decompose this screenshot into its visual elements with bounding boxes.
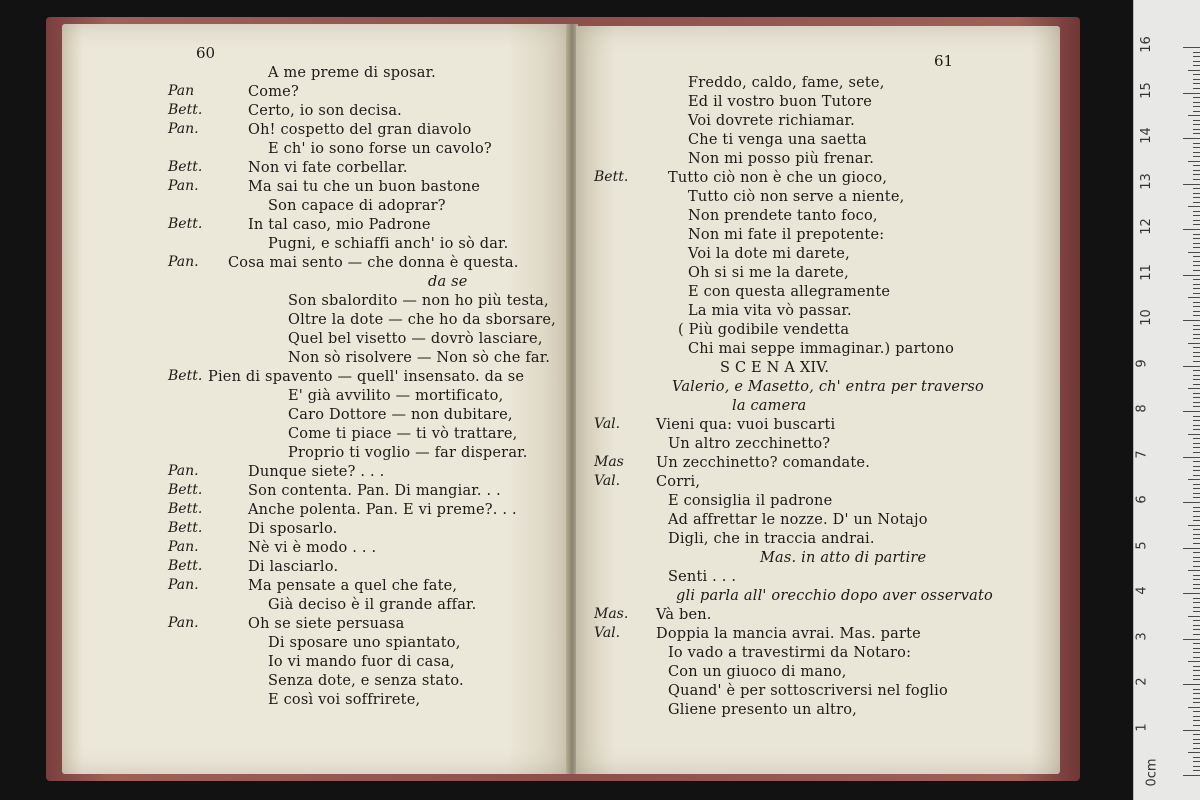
ruler-tick — [1193, 766, 1200, 767]
text-line: Senti . . . — [668, 569, 737, 585]
ruler-tick — [1193, 702, 1200, 703]
text-line: Come ti piace — ti vò trattare, — [288, 426, 518, 442]
ruler-tick — [1193, 507, 1200, 508]
text-line: Mas. in atto di partire — [760, 550, 927, 566]
text-line: Di lasciarlo. — [248, 559, 339, 575]
ruler-tick — [1193, 739, 1200, 740]
text-line: In tal caso, mio Padrone — [248, 217, 431, 233]
ruler-tick — [1183, 93, 1200, 94]
text-line: Anche polenta. Pan. E vi preme?. . . — [248, 502, 517, 518]
ruler-tick — [1193, 620, 1200, 621]
speaker-label: Bett. — [168, 520, 203, 536]
ruler-tick — [1193, 52, 1200, 53]
text-line: La mia vita vò passar. — [688, 303, 852, 319]
text-line: Oh se siete persuasa — [248, 616, 405, 632]
ruler-tick — [1193, 516, 1200, 517]
text-line: E consiglia il padrone — [668, 493, 833, 509]
ruler-tick — [1193, 757, 1200, 758]
ruler-number: 3 — [1134, 631, 1150, 641]
ruler-tick — [1188, 570, 1200, 571]
ruler-tick — [1183, 684, 1200, 685]
text-line: Tutto ciò non è che un gioco, — [668, 170, 888, 186]
text-line: Come? — [248, 84, 299, 100]
text-line: E' già avvilito — mortificato, — [288, 388, 504, 404]
text-line: Pugni, e schiaffi anch' io sò dar. — [268, 236, 509, 252]
ruler-tick — [1193, 520, 1200, 521]
ruler-tick — [1193, 156, 1200, 157]
ruler-number: 6 — [1134, 495, 1150, 504]
ruler-tick — [1183, 47, 1200, 48]
ruler-tick — [1193, 679, 1200, 680]
text-line: Chi mai seppe immaginar.) partono — [688, 341, 955, 357]
ruler-tick — [1193, 611, 1200, 612]
text-line: A me preme di sposar. — [268, 65, 436, 81]
text-line: Ma pensate a quel che fate, — [248, 578, 458, 594]
ruler-tick — [1193, 443, 1200, 444]
ruler-tick — [1193, 234, 1200, 235]
measurement-ruler — [1133, 0, 1200, 800]
ruler-number: 7 — [1134, 449, 1150, 459]
ruler-tick — [1193, 129, 1200, 130]
ruler-tick — [1193, 120, 1200, 121]
ruler-number: 11 — [1138, 263, 1154, 281]
text-line: Oltre la dote — che ho da sborsare, — [288, 312, 556, 328]
ruler-tick — [1183, 411, 1200, 412]
text-line: Che ti venga una saetta — [688, 132, 867, 148]
ruler-tick — [1193, 689, 1200, 690]
text-line: E con questa allegramente — [688, 284, 891, 300]
ruler-tick — [1188, 252, 1200, 253]
ruler-tick — [1183, 229, 1200, 230]
text-line: Caro Dottore — non dubitare, — [288, 407, 513, 423]
ruler-tick — [1193, 402, 1200, 403]
ruler-tick — [1193, 329, 1200, 330]
speaker-label: Bett. — [168, 368, 203, 384]
ruler-number: 4 — [1134, 586, 1150, 595]
speaker-label: Pan. — [168, 178, 199, 194]
ruler-tick — [1193, 447, 1200, 448]
ruler-tick — [1193, 693, 1200, 694]
text-line: Quel bel visetto — dovrò lasciare, — [288, 331, 543, 347]
ruler-tick — [1188, 115, 1200, 116]
speaker-label: Bett. — [168, 216, 203, 232]
ruler-tick — [1193, 147, 1200, 148]
ruler-tick — [1193, 165, 1200, 166]
text-line: Non sò risolvere — Non sò che far. — [288, 350, 551, 366]
text-line: Freddo, caldo, fame, sete, — [688, 75, 885, 91]
ruler-tick — [1183, 548, 1200, 549]
ruler-tick — [1183, 639, 1200, 640]
ruler-tick — [1193, 470, 1200, 471]
ruler-tick — [1193, 538, 1200, 539]
text-line: Gliene presento un altro, — [668, 702, 857, 718]
speaker-label: Val. — [594, 416, 621, 432]
ruler-tick — [1193, 488, 1200, 489]
text-line: Valerio, e Masetto, ch' entra per traverso — [672, 379, 984, 395]
ruler-tick — [1193, 256, 1200, 257]
ruler-tick — [1193, 384, 1200, 385]
ruler-tick — [1188, 206, 1200, 207]
ruler-tick — [1193, 215, 1200, 216]
ruler-tick — [1193, 670, 1200, 671]
ruler-tick — [1193, 170, 1200, 171]
ruler-tick — [1193, 666, 1200, 667]
speaker-label: Mas. — [594, 606, 629, 622]
speaker-label: Bett. — [168, 102, 203, 118]
text-line: Non mi fate il prepotente: — [688, 227, 885, 243]
right-page — [576, 26, 1060, 774]
ruler-tick — [1188, 70, 1200, 71]
ruler-tick — [1188, 388, 1200, 389]
ruler-tick — [1193, 493, 1200, 494]
ruler-tick — [1193, 338, 1200, 339]
ruler-tick — [1193, 302, 1200, 303]
ruler-tick — [1193, 124, 1200, 125]
speaker-label: Pan. — [168, 254, 199, 270]
text-line: Digli, che in traccia andrai. — [668, 531, 875, 547]
speaker-label: Bett. — [594, 169, 629, 185]
ruler-tick — [1193, 224, 1200, 225]
ruler-tick — [1193, 356, 1200, 357]
ruler-tick — [1193, 452, 1200, 453]
ruler-tick — [1193, 643, 1200, 644]
ruler-tick — [1193, 143, 1200, 144]
ruler-tick — [1183, 275, 1200, 276]
ruler-tick — [1193, 625, 1200, 626]
text-line: Un altro zecchinetto? — [668, 436, 831, 452]
ruler-tick — [1188, 479, 1200, 480]
ruler-tick — [1193, 202, 1200, 203]
text-line: Certo, io son decisa. — [248, 103, 402, 119]
ruler-number: 16 — [1138, 36, 1154, 53]
ruler-tick — [1183, 366, 1200, 367]
ruler-tick — [1193, 543, 1200, 544]
ruler-tick — [1193, 607, 1200, 608]
ruler-tick — [1188, 707, 1200, 708]
ruler-tick — [1193, 748, 1200, 749]
ruler-tick — [1188, 297, 1200, 298]
ruler-number: 12 — [1138, 218, 1154, 235]
ruler-tick — [1193, 648, 1200, 649]
text-line: Tutto ciò non serve a niente, — [688, 189, 905, 205]
speaker-label: Pan. — [168, 463, 199, 479]
ruler-tick — [1193, 74, 1200, 75]
ruler-tick — [1193, 511, 1200, 512]
ruler-tick — [1183, 775, 1200, 776]
ruler-tick — [1193, 588, 1200, 589]
ruler-tick — [1193, 566, 1200, 567]
ruler-tick — [1193, 179, 1200, 180]
ruler-tick — [1193, 429, 1200, 430]
text-line: Non vi fate corbellar. — [248, 160, 408, 176]
ruler-tick — [1193, 711, 1200, 712]
text-line: Corri, — [656, 474, 701, 490]
ruler-tick — [1193, 634, 1200, 635]
ruler-tick — [1188, 343, 1200, 344]
ruler-tick — [1193, 243, 1200, 244]
ruler-tick — [1193, 406, 1200, 407]
ruler-tick — [1193, 761, 1200, 762]
text-line: Son contenta. Pan. Di mangiar. . . — [248, 483, 501, 499]
ruler-number: 10 — [1138, 309, 1154, 326]
ruler-tick — [1183, 593, 1200, 594]
ruler-tick — [1183, 320, 1200, 321]
ruler-tick — [1193, 152, 1200, 153]
ruler-number: 8 — [1134, 404, 1150, 413]
ruler-tick — [1193, 306, 1200, 307]
ruler-tick — [1193, 420, 1200, 421]
ruler-tick — [1193, 352, 1200, 353]
ruler-tick — [1188, 752, 1200, 753]
ruler-tick — [1193, 238, 1200, 239]
ruler-tick — [1193, 598, 1200, 599]
ruler-number: 2 — [1134, 677, 1150, 686]
page-number-left: 60 — [196, 44, 216, 62]
speaker-label: Pan. — [168, 121, 199, 137]
ruler-tick — [1193, 425, 1200, 426]
ruler-tick — [1193, 288, 1200, 289]
ruler-tick — [1193, 56, 1200, 57]
page-number-right: 61 — [934, 52, 954, 70]
ruler-tick — [1183, 457, 1200, 458]
text-line: Vieni qua: vuoi buscarti — [656, 417, 836, 433]
text-line: Proprio ti voglio — far disperar. — [288, 445, 528, 461]
text-line: da se — [428, 274, 468, 290]
ruler-number: 13 — [1138, 172, 1154, 190]
ruler-tick — [1183, 730, 1200, 731]
ruler-number: 14 — [1138, 127, 1154, 144]
ruler-tick — [1193, 561, 1200, 562]
ruler-tick — [1193, 698, 1200, 699]
ruler-tick — [1193, 261, 1200, 262]
text-line: ( Più godibile vendetta — [678, 322, 850, 338]
text-line: Voi la dote mi darete, — [688, 246, 850, 262]
text-line: Quand' è per sottoscriversi nel foglio — [668, 683, 948, 699]
ruler-tick — [1193, 770, 1200, 771]
ruler-tick — [1193, 552, 1200, 553]
ruler-tick — [1188, 525, 1200, 526]
ruler-tick — [1193, 315, 1200, 316]
ruler-tick — [1193, 734, 1200, 735]
ruler-tick — [1188, 616, 1200, 617]
ruler-number: 5 — [1134, 540, 1150, 550]
speaker-label: Pan — [168, 83, 195, 99]
ruler-tick — [1193, 675, 1200, 676]
ruler-tick — [1193, 284, 1200, 285]
speaker-label: Pan. — [168, 577, 199, 593]
ruler-tick — [1193, 393, 1200, 394]
ruler-tick — [1193, 193, 1200, 194]
text-line: Oh si si me la darete, — [688, 265, 849, 281]
text-line: Già deciso è il grande affar. — [268, 597, 477, 613]
ruler-tick — [1193, 347, 1200, 348]
ruler-tick — [1193, 311, 1200, 312]
ruler-tick — [1183, 502, 1200, 503]
speaker-label: Pan. — [168, 615, 199, 631]
ruler-tick — [1193, 466, 1200, 467]
ruler-tick — [1193, 716, 1200, 717]
speaker-label: Val. — [594, 473, 621, 489]
ruler-tick — [1193, 557, 1200, 558]
ruler-tick — [1193, 416, 1200, 417]
ruler-tick — [1193, 370, 1200, 371]
ruler-tick — [1193, 220, 1200, 221]
ruler-tick — [1193, 652, 1200, 653]
speaker-label: Bett. — [168, 482, 203, 498]
ruler-tick — [1193, 188, 1200, 189]
ruler-tick — [1193, 279, 1200, 280]
left-page — [62, 24, 568, 774]
text-line: S C E N A XIV. — [720, 360, 830, 376]
ruler-tick — [1193, 629, 1200, 630]
ruler-tick — [1193, 211, 1200, 212]
text-line: Cosa mai sento — che donna è questa. — [228, 255, 519, 271]
text-line: Non mi posso più frenar. — [688, 151, 875, 167]
ruler-tick — [1193, 475, 1200, 476]
text-line: Voi dovrete richiamar. — [688, 113, 855, 129]
speaker-label: Mas — [594, 454, 624, 470]
ruler-tick — [1188, 434, 1200, 435]
speaker-label: Val. — [594, 625, 621, 641]
ruler-tick — [1193, 575, 1200, 576]
text-line: Oh! cospetto del gran diavolo — [248, 122, 472, 138]
ruler-tick — [1188, 661, 1200, 662]
text-line: Io vado a travestirmi da Notaro: — [668, 645, 912, 661]
ruler-tick — [1193, 334, 1200, 335]
text-line: Ma sai tu che un buon bastone — [248, 179, 481, 195]
ruler-tick — [1193, 270, 1200, 271]
ruler-tick — [1193, 83, 1200, 84]
text-line: Senza dote, e senza stato. — [268, 673, 464, 689]
text-line: Nè vi è modo . . . — [248, 540, 377, 556]
text-line: Và ben. — [656, 607, 712, 623]
ruler-tick — [1183, 184, 1200, 185]
speaker-label: Bett. — [168, 558, 203, 574]
text-line: Di sposarlo. — [248, 521, 338, 537]
ruler-tick — [1193, 174, 1200, 175]
ruler-tick — [1193, 579, 1200, 580]
ruler-tick — [1193, 484, 1200, 485]
ruler-tick — [1193, 720, 1200, 721]
ruler-number: 9 — [1134, 358, 1150, 368]
ruler-tick — [1193, 265, 1200, 266]
ruler-tick — [1188, 161, 1200, 162]
ruler-tick — [1193, 602, 1200, 603]
text-line: E così voi soffrirete, — [268, 692, 421, 708]
text-line: Ed il vostro buon Tutore — [688, 94, 872, 110]
ruler-tick — [1193, 111, 1200, 112]
text-line: Son sbalordito — non ho più testa, — [288, 293, 549, 309]
ruler-tick — [1193, 102, 1200, 103]
ruler-tick — [1193, 106, 1200, 107]
ruler-tick — [1193, 534, 1200, 535]
ruler-tick — [1193, 497, 1200, 498]
ruler-number: 0cm — [1144, 758, 1160, 787]
ruler-tick — [1193, 379, 1200, 380]
ruler-tick — [1193, 65, 1200, 66]
text-line: gli parla all' orecchio dopo aver osservato — [676, 588, 993, 604]
ruler-tick — [1193, 325, 1200, 326]
text-line: Io vi mando fuor di casa, — [268, 654, 455, 670]
ruler-tick — [1193, 375, 1200, 376]
ruler-tick — [1193, 97, 1200, 98]
ruler-tick — [1193, 79, 1200, 80]
ruler-tick — [1193, 461, 1200, 462]
speaker-label: Bett. — [168, 501, 203, 517]
ruler-tick — [1193, 197, 1200, 198]
ruler-tick — [1193, 361, 1200, 362]
ruler-tick — [1193, 133, 1200, 134]
ruler-tick — [1193, 438, 1200, 439]
text-line: Un zecchinetto? comandate. — [656, 455, 871, 471]
text-line: Con un giuoco di mano, — [668, 664, 847, 680]
ruler-tick — [1193, 61, 1200, 62]
ruler-tick — [1193, 529, 1200, 530]
ruler-tick — [1193, 88, 1200, 89]
ruler-tick — [1193, 247, 1200, 248]
text-line: Dunque siete? . . . — [248, 464, 385, 480]
ruler-tick — [1193, 293, 1200, 294]
text-line: Di sposare uno spiantato, — [268, 635, 461, 651]
ruler-tick — [1193, 397, 1200, 398]
speaker-label: Pan. — [168, 539, 199, 555]
ruler-number: 15 — [1138, 81, 1154, 99]
ruler-tick — [1193, 743, 1200, 744]
ruler-tick — [1183, 138, 1200, 139]
text-line: E ch' io sono forse un cavolo? — [268, 141, 492, 157]
text-line: la camera — [732, 398, 807, 414]
ruler-tick — [1193, 657, 1200, 658]
text-line: Pien di spavento — quell' insensato. da se — [208, 369, 525, 385]
ruler-tick — [1193, 584, 1200, 585]
ruler-number: 1 — [1134, 722, 1150, 732]
text-line: Doppia la mancia avrai. Mas. parte — [656, 626, 921, 642]
text-line: Non prendete tanto foco, — [688, 208, 878, 224]
text-line: Ad affrettar le nozze. D' un Notajo — [668, 512, 928, 528]
text-line: Son capace di adoprar? — [268, 198, 446, 214]
ruler-tick — [1193, 725, 1200, 726]
speaker-label: Bett. — [168, 159, 203, 175]
